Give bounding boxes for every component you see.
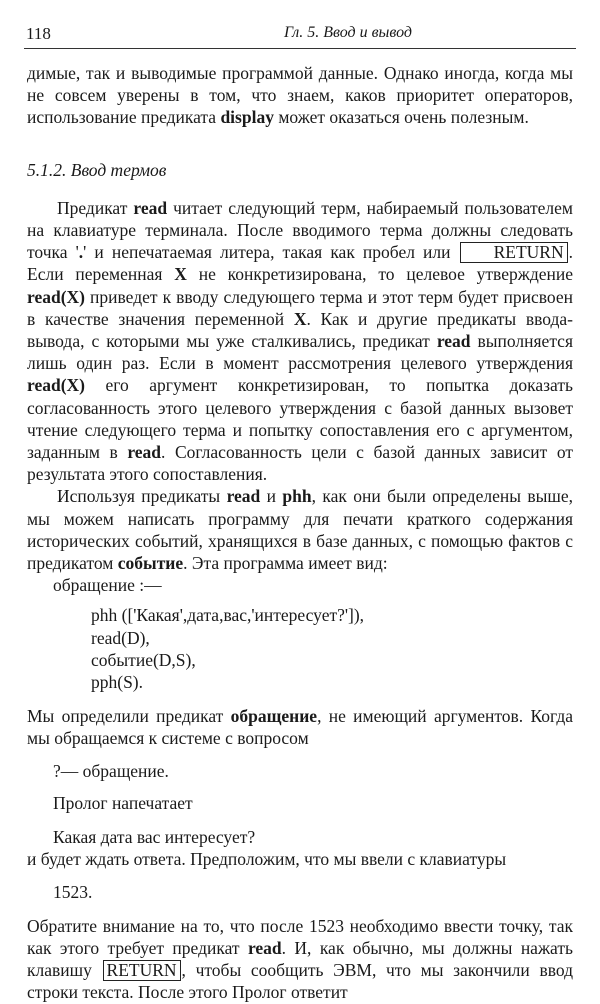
return-key: RETURN (460, 242, 568, 263)
code-line: событие(D,S), (91, 649, 196, 670)
intro-paragraph: димые, так и выводимые программой данные. Однако иногда, когда мы не совсем уверены в том, что знаем, каков приоритет операторов, использование предиката display может оказаться очень полезным. (27, 63, 573, 128)
running-title: Гл. 5. Ввод и вывод (283, 24, 412, 41)
wait-line: и будет ждать ответа. Предположим, что мы ввели с клавиатуры (27, 849, 507, 870)
prolog-prints-line: Пролог напечатает (53, 792, 193, 813)
code-block (27, 574, 573, 693)
code-head: обращение :— (53, 575, 162, 596)
section-heading: 5.1.2. Ввод термов (27, 159, 167, 180)
query-line: ?— обращение. (53, 760, 169, 781)
return-key: RETURN (103, 960, 181, 981)
page-header (24, 24, 576, 49)
page-body (27, 62, 573, 1004)
paragraph-note: Обратите внимание на то, что после 1523 необходимо ввести точку, так как этого требует предикат read. И, как обычно, мы должны нажать клавишу RETURN , чтобы сообщить ЭВМ, что мы закончили ввод строки текста. После этого Пролог ответит (27, 915, 574, 1003)
code-line: phh (['Какая',дата,вас,'интересует?']), (91, 605, 365, 626)
output-line: Какая дата вас интересует? (53, 827, 256, 848)
paragraph-definition: Мы определили предикат обращение, не имеющий аргументов. Когда мы обращаемся к системе с вопросом (27, 706, 573, 749)
code-line: pph(S). (91, 672, 144, 693)
paragraph-read: Предикат read читает следующий терм, набираемый пользователем на клавиатуре терминала. После вводимого терма должны следовать точка '.' и непечатаемая литера, такая как пробел или RETURN . Если переменная X не конкретизирована, то целевое утверждение read(X) приведет к вводу следующего терма и этот терм будет присвоен в качестве значения переменной X. Как и другие предикаты ввода-вывода, с которыми мы уже сталкивались, предикат read выполняется лишь один раз. Если в момент рассмотрения целевого утверждения read(X) его аргумент конкретизирован, то попытка доказать согласованность этого целевого утверждения с базой данных вызовет чтение следующего терма и попытку сопоставления его с аргументом, заданным в read. Согласованность цели с базой данных зависит от результата этого сопоставления. (27, 197, 573, 485)
code-line: read(D), (91, 627, 150, 648)
page-number: 118 (26, 24, 51, 43)
paragraph-program: Используя предикаты read и phh, как они были определены выше, мы можем написать программу для печати краткого содержания исторических событий, хранящихся в базе данных, с помощью фактов с предикатом событие. Эта программа имеет вид: (27, 486, 573, 574)
input-value: 1523. (53, 881, 93, 902)
